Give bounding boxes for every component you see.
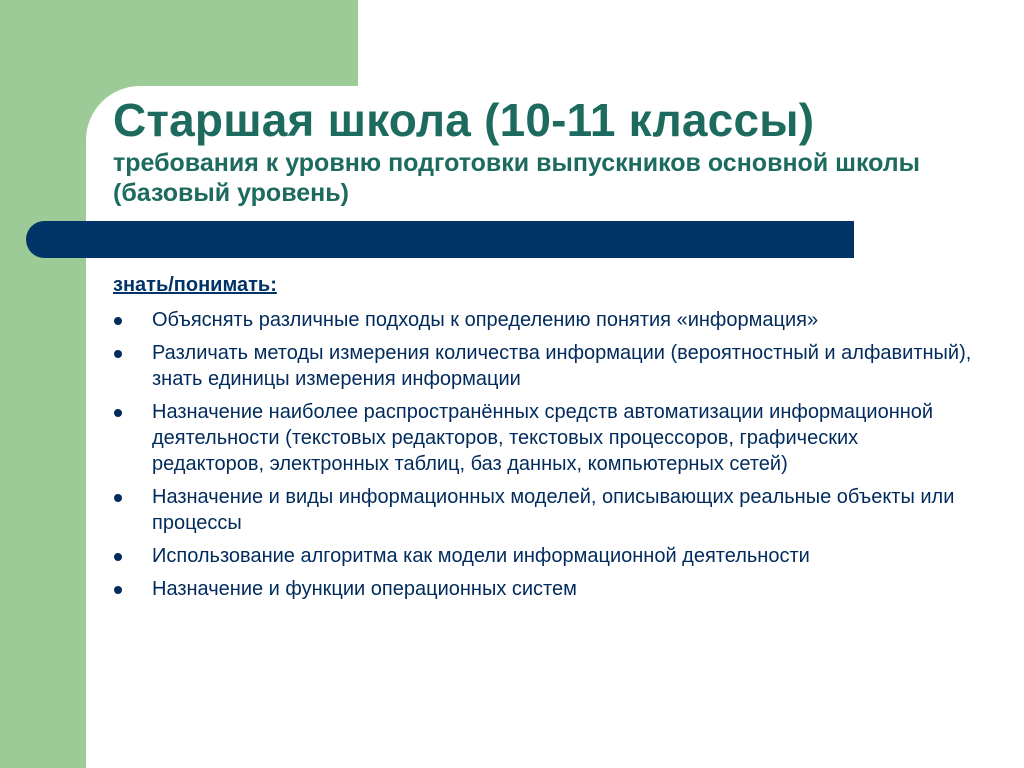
list-item [113, 576, 973, 602]
bullet-dot-icon [114, 586, 122, 594]
slide-title: Старшая школа (10-11 классы) [113, 94, 815, 146]
list-item-text: Назначение и функции операционных систем [152, 578, 577, 600]
list-item [113, 399, 973, 477]
list-item-text: Различать методы измерения количества информации (вероятностный и алфавитный), знать единицы измерения информации [152, 342, 972, 390]
list-item [113, 484, 973, 536]
list-item [113, 340, 973, 392]
list-item [113, 543, 973, 569]
list-item-text: Объяснять различные подходы к определению понятия «информация» [152, 309, 819, 331]
bullet-dot-icon [114, 494, 122, 502]
slide-body [113, 271, 973, 609]
title-block [113, 92, 973, 208]
list-item-text: Назначение и виды информационных моделей, описывающих реальные объекты или процессы [152, 486, 955, 534]
divider-bar [26, 221, 854, 258]
bullet-dot-icon [114, 409, 122, 417]
list-item [113, 307, 973, 333]
section-heading: знать/понимать: [113, 274, 277, 296]
slide-subtitle: требования к уровню подготовки выпускников основной школы (базовый уровень) [113, 149, 921, 207]
bullet-dot-icon [114, 317, 122, 325]
bullet-dot-icon [114, 553, 122, 561]
bullet-list [113, 307, 973, 602]
bullet-dot-icon [114, 350, 122, 358]
list-item-text: Использование алгоритма как модели информационной деятельности [152, 545, 810, 567]
list-item-text: Назначение наиболее распространённых средств автоматизации информационной деятельности (текстовых редакторов, текстовых процессоров, графических редакторов, электронных таблиц, баз данных, компьютерных сетей) [152, 401, 934, 475]
